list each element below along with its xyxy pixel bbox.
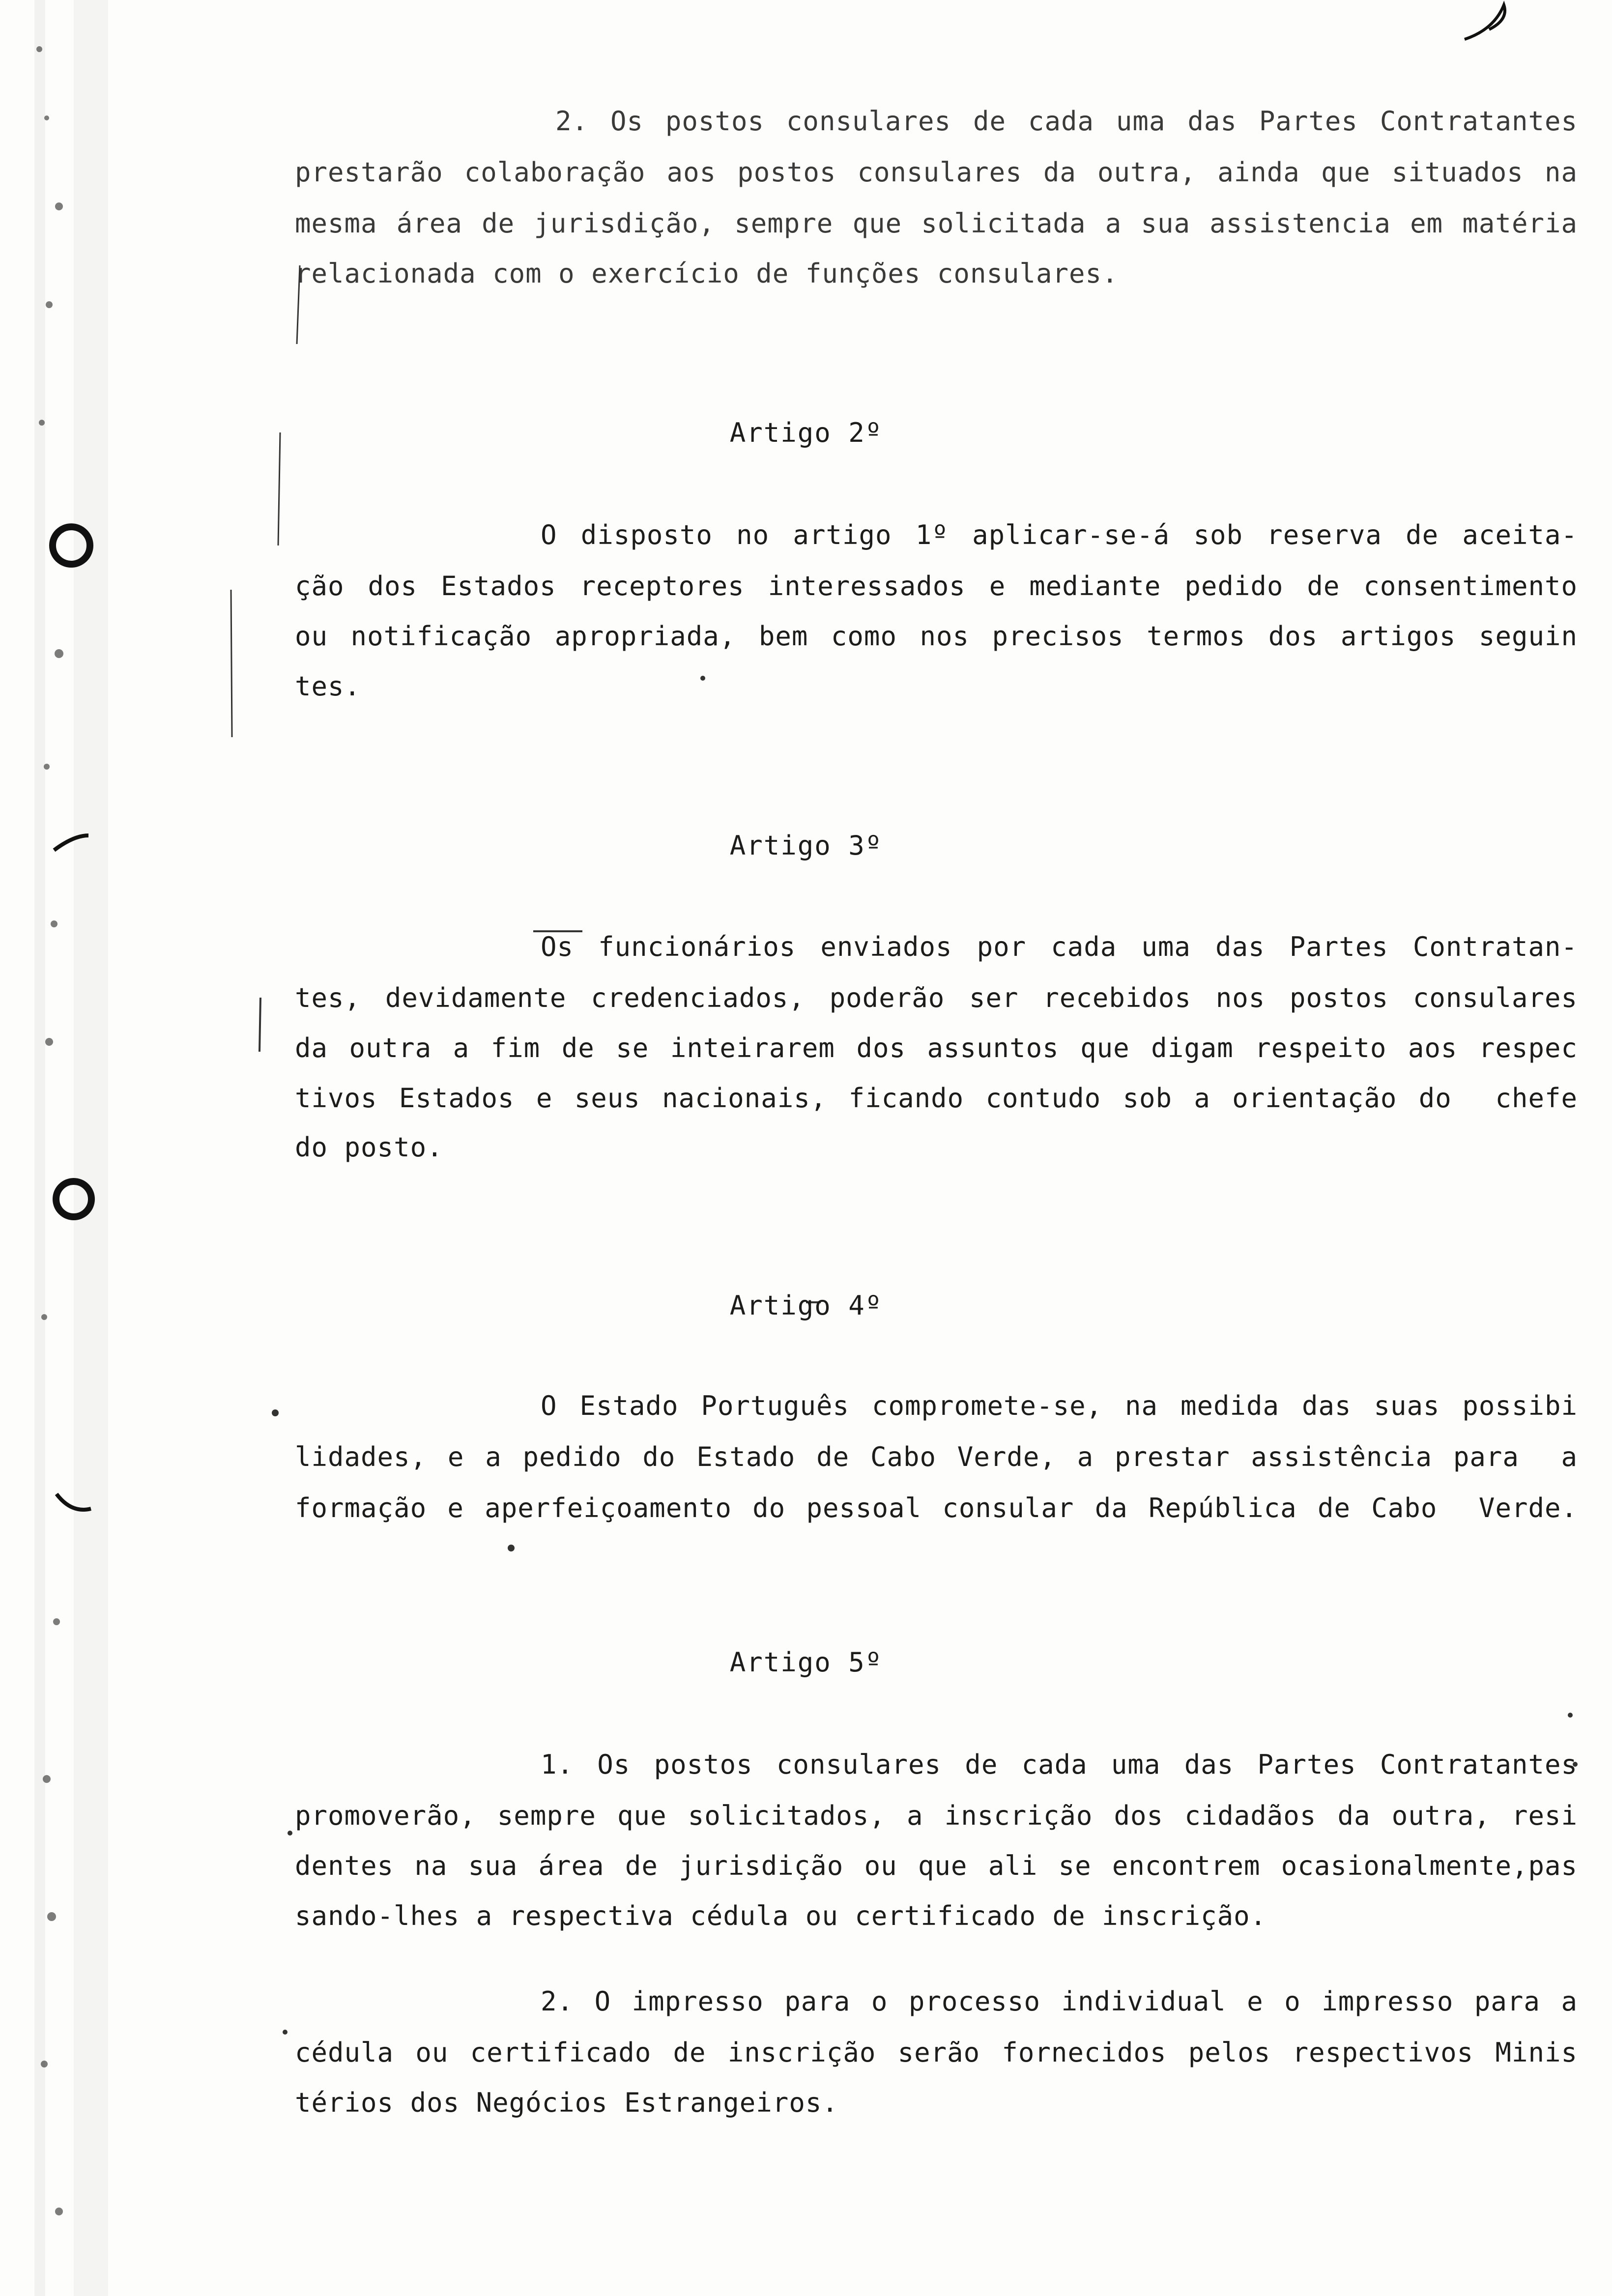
article-4-heading: Artigo 4º <box>729 1290 883 1321</box>
article-2-heading: Artigo 2º <box>729 417 883 448</box>
article-2-line-2: ção dos Estados receptores interessados e mediante pedido de consentimento <box>295 571 1578 602</box>
article-3-heading: Artigo 3º <box>729 830 883 861</box>
article-3-line-1: Os funcionários enviados por cada uma das Partes Contratan- <box>541 931 1578 962</box>
para-2-line-3: mesma área de jurisdição, sempre que solicitada a sua assistencia em matéria <box>295 208 1578 239</box>
article-3-line-4: tivos Estados e seus nacionais, ficando contudo sob a orientação do chefe <box>295 1083 1578 1114</box>
article-5-para-1-line-2: promoverão, sempre que solicitados, a inscrição dos cidadãos da outra, resi <box>295 1800 1578 1831</box>
para-2-line-2: prestarão colaboração aos postos consulares da outra, ainda que situados na <box>295 157 1578 188</box>
article-2-line-4: tes. <box>295 671 361 702</box>
article-5-para-1-line-4: sando-lhes a respectiva cédula ou certificado de inscrição. <box>295 1900 1267 1931</box>
article-5-heading: Artigo 5º <box>729 1647 883 1678</box>
article-3-line-3: da outra a fim de se inteirarem dos assuntos que digam respeito aos respec <box>295 1033 1578 1063</box>
para-2-line-1: 2. Os postos consulares de cada uma das Partes Contratantes <box>555 106 1578 137</box>
article-3-line-5: do posto. <box>295 1132 443 1163</box>
article-4-line-2: lidades, e a pedido do Estado de Cabo Verde, a prestar assistência para a <box>295 1441 1578 1472</box>
article-5-para-1-line-1: 1. Os postos consulares de cada uma das Partes Contratantes <box>541 1749 1578 1780</box>
article-2-line-1: O disposto no artigo 1º aplicar-se-á sob reserva de aceita- <box>541 519 1578 550</box>
para-2-line-4: relacionada com o exercício de funções consulares. <box>295 258 1119 289</box>
article-5-para-2-line-3: térios dos Negócios Estrangeiros. <box>295 2087 838 2118</box>
article-4-line-3: formação e aperfeiçoamento do pessoal consular da República de Cabo Verde. <box>295 1492 1578 1523</box>
article-5-para-2-line-1: 2. O impresso para o processo individual e o impresso para a <box>541 1986 1578 2017</box>
article-5-para-1-line-3: dentes na sua área de jurisdição ou que ali se encontrem ocasionalmente,pas <box>295 1850 1578 1881</box>
article-2-line-3: ou notificação apropriada, bem como nos precisos termos dos artigos seguin <box>295 621 1578 652</box>
article-3-line-2: tes, devidamente credenciados, poderão ser recebidos nos postos consulares <box>295 982 1578 1013</box>
article-4-line-1: O Estado Português compromete-se, na medida das suas possibi <box>541 1390 1578 1421</box>
article-5-para-2-line-2: cédula ou certificado de inscrição serão fornecidos pelos respectivos Minis <box>295 2037 1578 2068</box>
